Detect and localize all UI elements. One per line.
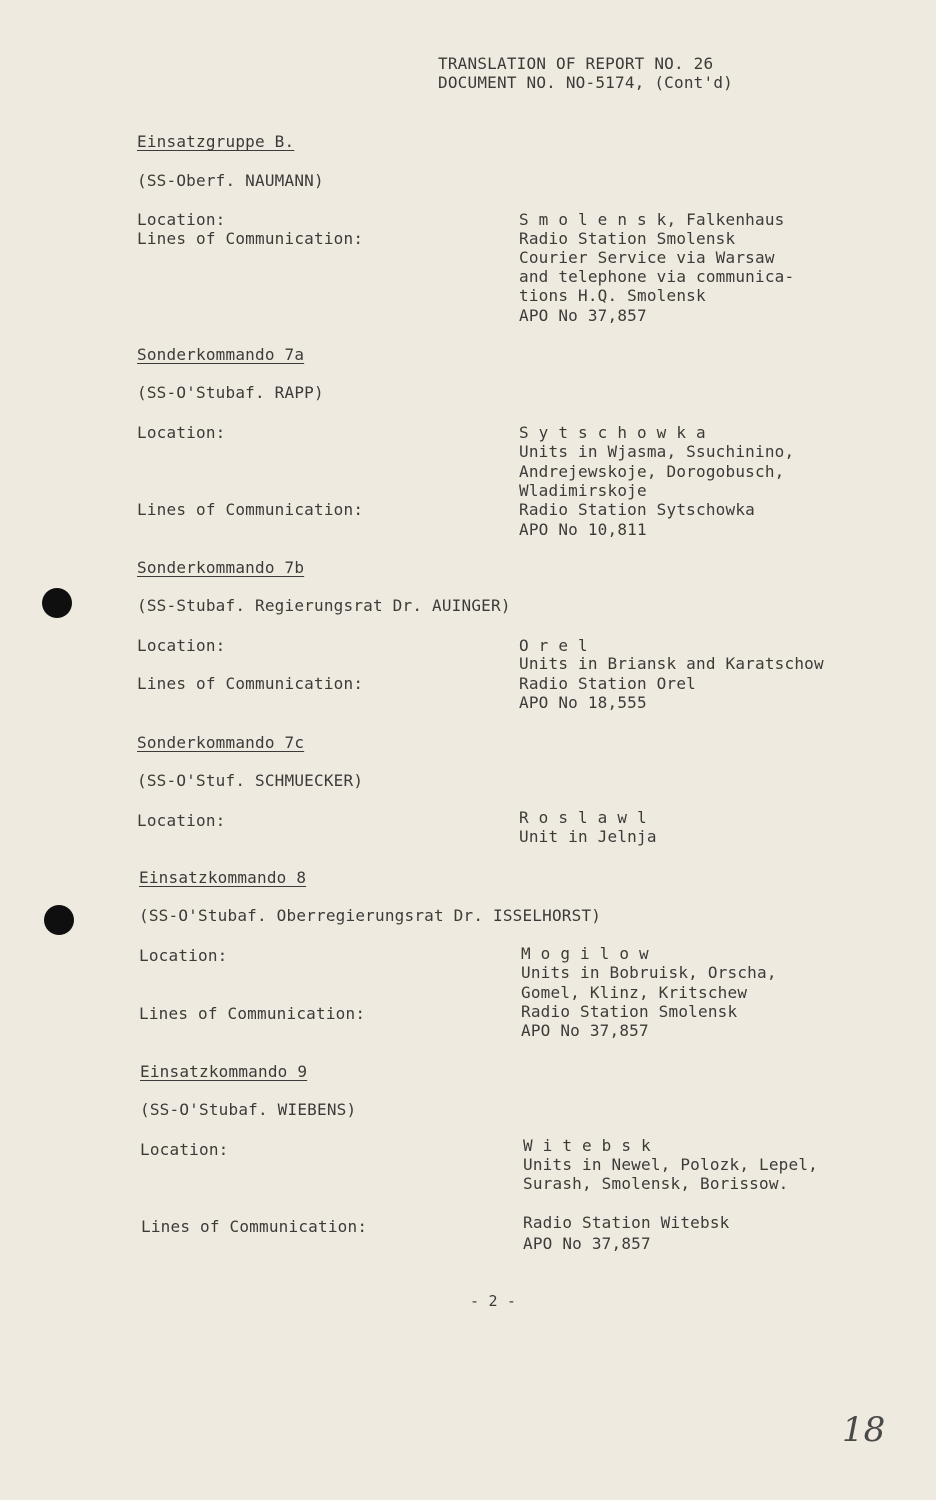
section-title-einsatzkommando-9: Einsatzkommando 9 — [140, 1062, 308, 1081]
location-value: W i t e b s k — [523, 1136, 651, 1155]
punch-hole — [42, 588, 72, 618]
location-label: Location: — [137, 210, 226, 229]
page-number: - 2 - — [470, 1292, 517, 1310]
communication-label: Lines of Communication: — [137, 500, 364, 519]
header-line-1: TRANSLATION OF REPORT NO. 26 — [438, 54, 714, 73]
section-title-sonderkommando-7a: Sonderkommando 7a — [137, 345, 305, 364]
location-label: Location: — [140, 1140, 229, 1159]
communication-line: Radio Station Orel — [519, 674, 696, 693]
location-line: Units in Newel, Polozk, Lepel, — [523, 1155, 818, 1174]
communication-line: Courier Service via Warsaw — [519, 248, 775, 267]
section-title-einsatzgruppe-b: Einsatzgruppe B. — [137, 132, 295, 151]
apo-number: APO No 37,857 — [519, 306, 647, 325]
location-value: O r e l — [519, 636, 588, 655]
location-value: S m o l e n s k, Falkenhaus — [519, 210, 785, 229]
location-line: Units in Bobruisk, Orscha, — [521, 963, 777, 982]
apo-number: APO No 37,857 — [523, 1234, 651, 1253]
location-line: Unit in Jelnja — [519, 827, 657, 846]
location-value: M o g i l o w — [521, 944, 649, 963]
location-line: Surash, Smolensk, Borissow. — [523, 1174, 789, 1193]
punch-hole — [44, 905, 74, 935]
communication-line: tions H.Q. Smolensk — [519, 286, 706, 305]
handwritten-page-number: 18 — [842, 1410, 886, 1450]
location-label: Location: — [137, 636, 226, 655]
commander-sonderkommando-7a: (SS-O'Stubaf. RAPP) — [137, 383, 324, 402]
apo-number: APO No 18,555 — [519, 693, 647, 712]
location-label: Location: — [137, 811, 226, 830]
header-line-2: DOCUMENT NO. NO-5174, (Cont'd) — [438, 73, 733, 92]
commander-sonderkommando-7c: (SS-O'Stuf. SCHMUECKER) — [137, 771, 364, 790]
location-line: Units in Briansk and Karatschow — [519, 654, 824, 673]
commander-sonderkommando-7b: (SS-Stubaf. Regierungsrat Dr. AUINGER) — [137, 596, 511, 615]
location-value: R o s l a w l — [519, 808, 647, 827]
location-label: Location: — [137, 423, 226, 442]
location-line: Gomel, Klinz, Kritschew — [521, 983, 748, 1002]
location-label: Location: — [139, 946, 228, 965]
commander-einsatzkommando-8: (SS-O'Stubaf. Oberregierungsrat Dr. ISSELHORST) — [139, 906, 602, 925]
location-line: Andrejewskoje, Dorogobusch, — [519, 462, 785, 481]
communication-label: Lines of Communication: — [139, 1004, 366, 1023]
communication-label: Lines of Communication: — [137, 229, 364, 248]
commander-einsatzgruppe-b: (SS-Oberf. NAUMANN) — [137, 171, 324, 190]
section-title-einsatzkommando-8: Einsatzkommando 8 — [139, 868, 307, 887]
apo-number: APO No 37,857 — [521, 1021, 649, 1040]
communication-label: Lines of Communication: — [141, 1217, 368, 1236]
communication-line: Radio Station Smolensk — [521, 1002, 738, 1021]
location-line: Wladimirskoje — [519, 481, 647, 500]
communication-label: Lines of Communication: — [137, 674, 364, 693]
location-line: Units in Wjasma, Ssuchinino, — [519, 442, 795, 461]
communication-line: Radio Station Witebsk — [523, 1213, 730, 1232]
location-value: S y t s c h o w k a — [519, 423, 706, 442]
apo-number: APO No 10,811 — [519, 520, 647, 539]
section-title-sonderkommando-7c: Sonderkommando 7c — [137, 733, 305, 752]
communication-line: Radio Station Smolensk — [519, 229, 736, 248]
section-title-sonderkommando-7b: Sonderkommando 7b — [137, 558, 305, 577]
commander-einsatzkommando-9: (SS-O'Stubaf. WIEBENS) — [140, 1100, 357, 1119]
communication-line: and telephone via communica- — [519, 267, 795, 286]
communication-line: Radio Station Sytschowka — [519, 500, 755, 519]
